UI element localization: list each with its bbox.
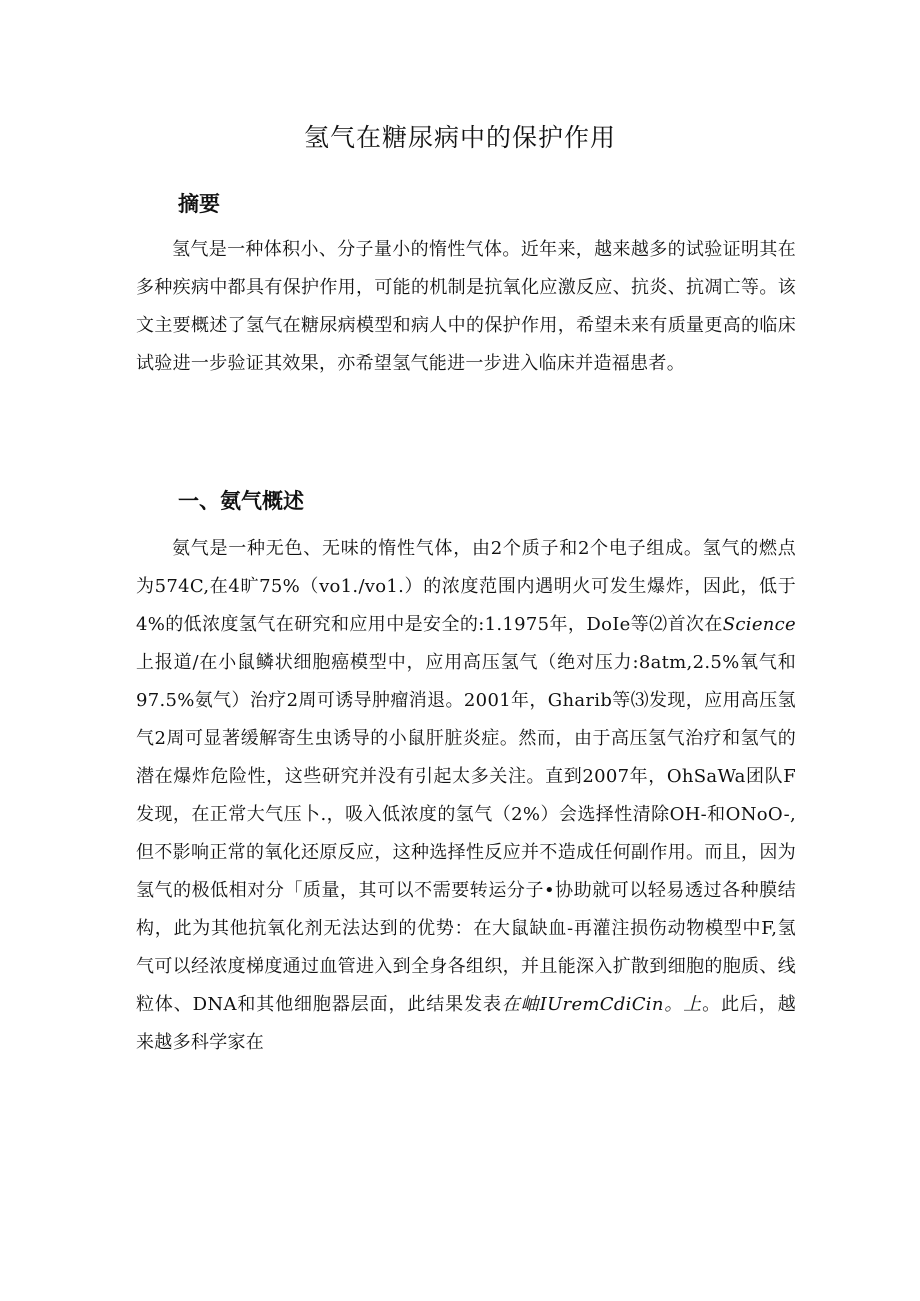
section1-paragraph [136,530,796,1062]
journal-nature-medicine: 在岫IUremCdiCin。上 [501,994,703,1015]
section1-text-part2: 上报道/在小鼠鳞状细胞癌模型中，应用高压氢气（绝对压力:8atm,2.5%氧气和97.5%氨气）治疗2周可诱导肿瘤消退。2001年，Gharib等⑶发现，应用高压氢气2周可显著缓解寄生虫诱导的小鼠肝脏炎症。然而，由于高压氢气治疗和氢气的潜在爆炸危险性，这些研究并没有引起太多关注。直到2007年，OhSaWa团队F发现，在正常大气压卜.，吸入低浓度的氢气（2%）会选择性清除OH-和ONoO-,但不影响正常的氧化还原反应，这种选择性反应并不造成任何副作用。而且，因为氢气的极低相对分「质量，其可以不需要转运分子•协助就可以轻易透过各种膜结构，此为其他抗氧化剂无法达到的优势：在大鼠缺血-再灌注损伤动物模型中F,氢气可以经浓度梯度通过血管进入到全身各组织，并且能深入扩散到细胞的胞质、线粒体、DNA和其他细胞器层面，此结果发表 [136,652,796,1015]
abstract-paragraph: 氢气是一种体积小、分子量小的惰性气体。近年来，越来越多的试验证明其在多种疾病中都具有保护作用，可能的机制是抗氧化应激反应、抗炎、抗凋亡等。该文主要概述了氢气在糖尿病模型和病人中的保护作用，希望未来有质量更高的临床试验进一步验证其效果，亦希望氢气能进一步进入临床并造福患者。 [136,239,796,374]
section1-text-part1: 氨气是一种无色、无味的惰性气体，由2个质子和2个电子组成。氢气的燃点为574C,在4旷75%（vo1./vo1.）的浓度范围内遇明火可发生爆炸，因此，低于4%的低浓度氢气在研究和应用中是安全的:1.1975年，DoIe等⑵首次在 [136,538,796,635]
section1-text-part3: 。此后，越来越多科学家在 [136,994,796,1053]
abstract-heading: 摘要 [178,192,220,216]
page-title: 氢气在糖尿病中的保护作用 [303,123,616,152]
section1-heading: 一、氨气概述 [178,489,304,513]
journal-science: Science [722,614,796,635]
